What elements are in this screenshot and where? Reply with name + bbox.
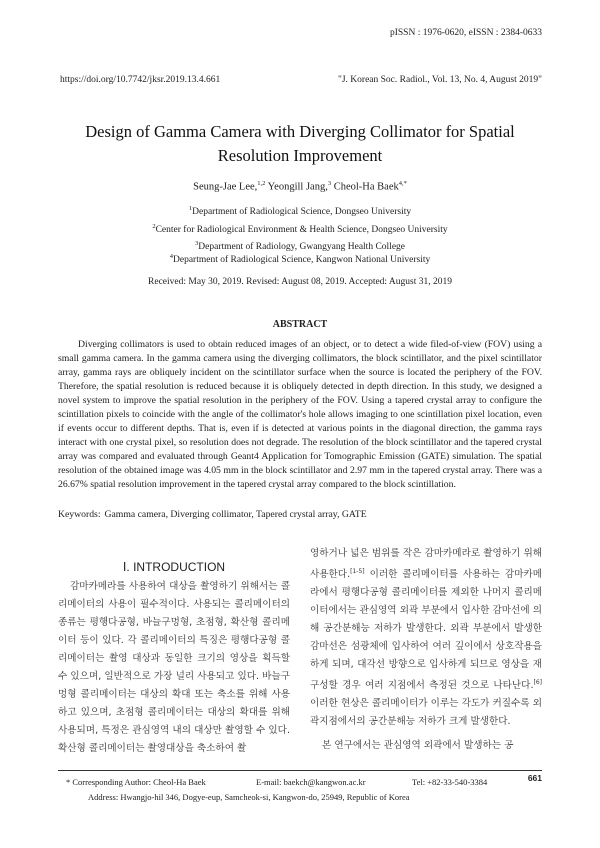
received-dates: Received: May 30, 2019. Revised: August 08, 2019. Accepted: August 31, 2019: [148, 277, 452, 287]
author-tel: Tel: +82-33-540-3384: [412, 777, 488, 787]
author-list: [40, 180, 560, 193]
issn-line: pISSN : 1976-0620, eISSN : 2384-0633: [389, 28, 542, 38]
affiliation-1: [40, 205, 560, 217]
author-address: Address: Hwangjo-hil 346, Dogye-eup, Samcheok-si, Kangwon-do, 25949, Republic of Korea: [88, 792, 410, 802]
intro-left-column: 감마카메라를 사용하여 대상을 촬영하기 위해서는 콜리메이터의 사용이 필수적이다. 사용되는 콜리메이터의 종류는 평행다공형, 바늘구멍형, 초점형, 확산형 콜리메이터 등이 있다. 각 콜리메이터의 특징은 평행다공형 콜리메이터는 촬영 대상과 동일한 크기의 영상을 획득할 수 있으며, 일반적으로 가장 널리 사용되고 있다. 바늘구멍형 콜리메이터는 대상의 확대 또는 축소를 위해 사용하고 있으며, 초점형 콜리메이터는 대상의 확대를 위해 사용되며, 특정은 관심영역 내의 대상만 촬영할 수 있다. 확산형 콜리메이터는 촬영대상을 축소하여 촬: [58, 581, 290, 754]
title-line-2: Resolution Improvement: [217, 146, 383, 165]
affiliation-sup: 3: [195, 240, 199, 247]
corresponding-author: * Corresponding Author: Cheol-Ha Baek: [66, 777, 206, 787]
affiliation-text: Department of Radiology, Gwangyang Health College: [198, 242, 405, 253]
intro-text: 이러한 콜리메이터를 사용하는 감마카메라에서 평행다공형 콜리메이터를 제외한 나머지 콜리메이터에서는 관심영역 외곽 부분에서 입사한 감마선에 의해 공간분해능 저하가 발생한다. 외곽 부분에서 발생한 감마선은 섬광체에 입사하여 여러 깊이에서 상호작용을 하게 되며, 대각선 방향으로 입사하게 되므로 영상을 재구성할 경우 여러 지점에서 측정된 것으로 나타난다.: [310, 569, 542, 692]
author-3-sup: 4,*: [398, 180, 407, 187]
citation: [1-5]: [350, 568, 365, 575]
intro-right-paragraph-2: 본 연구에서는 관심영역 외곽에서 발생하는 공: [322, 740, 514, 752]
doi-link[interactable]: https://doi.org/10.7742/jksr.2019.13.4.661: [60, 75, 221, 85]
abstract-text: Diverging collimators is used to obtain reduced images of an object, or to detect a wide filed-of-view (FOV) using a small gamma camera. In the gamma camera using the diverging collimators, the block scintillator, and the pixel scintillator array, gamma rays are obliquely incident on the scintillator surface when the source is located the periphery of the FOV. Therefore, the spatial resolution is reduced because it is obliquely detected in depth direction. In this study, we designed a novel system to improve the spatial resolution in the periphery of the FOV. Using a tapered crystal array to configure the scintillation pixels to coincide with the angle of the collimator's hole allows imaging to one scintillation pixel location, even if events occur to different depths. That is, even if is detected at various points in the diagonal direction, the gamma rays interact with one crystal pixel, so resolution does not degrade. The resolution of the block scintillator and the tapered crystal array was compared and evaluated through Geant4 Application for Tomographic Emission (GATE) simulation. The spatial resolution of the obtained image was 4.05 mm in the block scintillator and 2.97 mm in the tapered crystal array. There was a 26.67% spatial resolution improvement in the tapered crystal array compared to the block scintillation.: [58, 339, 542, 490]
intro-right-column: [310, 545, 542, 755]
corresponding-author-line: [66, 777, 536, 787]
title-line-1: Design of Gamma Camera with Diverging Collimator for Spatial: [85, 122, 515, 141]
intro-right-paragraph-1: [310, 545, 542, 731]
affiliation-text: Department of Radiological Science, Dongseo University: [192, 207, 412, 218]
affiliation-sup: 1: [188, 205, 193, 212]
citation: [6]: [533, 679, 542, 687]
keywords-label: Keywords:: [58, 509, 101, 520]
author-2: Yeongill Jang,: [267, 181, 328, 193]
author-3: Cheol-Ha Baek: [333, 181, 399, 193]
abstract-heading: ABSTRACT: [272, 319, 328, 330]
affiliation-text: Department of Radiological Science, Kangwon National University: [173, 255, 431, 266]
intro-text: 이러한 현상은 콜리메이터가 이루는 각도가 커질수록 외곽지점에서의 공간분해능 저하가 크게 발생한다.: [310, 698, 542, 728]
page-number: 661: [527, 773, 542, 783]
affiliation-3: [40, 240, 560, 252]
keywords: [58, 509, 542, 520]
keywords-text: Gamma camera, Diverging collimator, Tapered crystal array, GATE: [104, 509, 367, 520]
section-heading-introduction: Ⅰ. INTRODUCTION: [122, 560, 226, 574]
journal-citation: "J. Korean Soc. Radiol., Vol. 13, No. 4, August 2019": [337, 75, 542, 85]
footnote-divider: [58, 770, 542, 771]
paper-title: [40, 120, 560, 168]
affiliation-text: Center for Radiological Environment & Health Science, Dongseo University: [155, 225, 448, 236]
author-1-sup: 1,2: [257, 180, 266, 187]
affiliation-2: [40, 223, 560, 235]
intro-text: 영하거나 넓은 범위를 작은 감마카메라로 촬영하기 위해 사용한다.: [310, 548, 542, 581]
author-1: Seung-Jae Lee,: [193, 181, 258, 193]
affiliation-4: [40, 253, 560, 265]
author-2-sup: 3: [327, 180, 332, 187]
affiliation-sup: 2: [152, 223, 156, 230]
author-email[interactable]: E-mail: baekch@kangwon.ac.kr: [256, 777, 366, 787]
affiliation-sup: 4: [169, 253, 173, 260]
